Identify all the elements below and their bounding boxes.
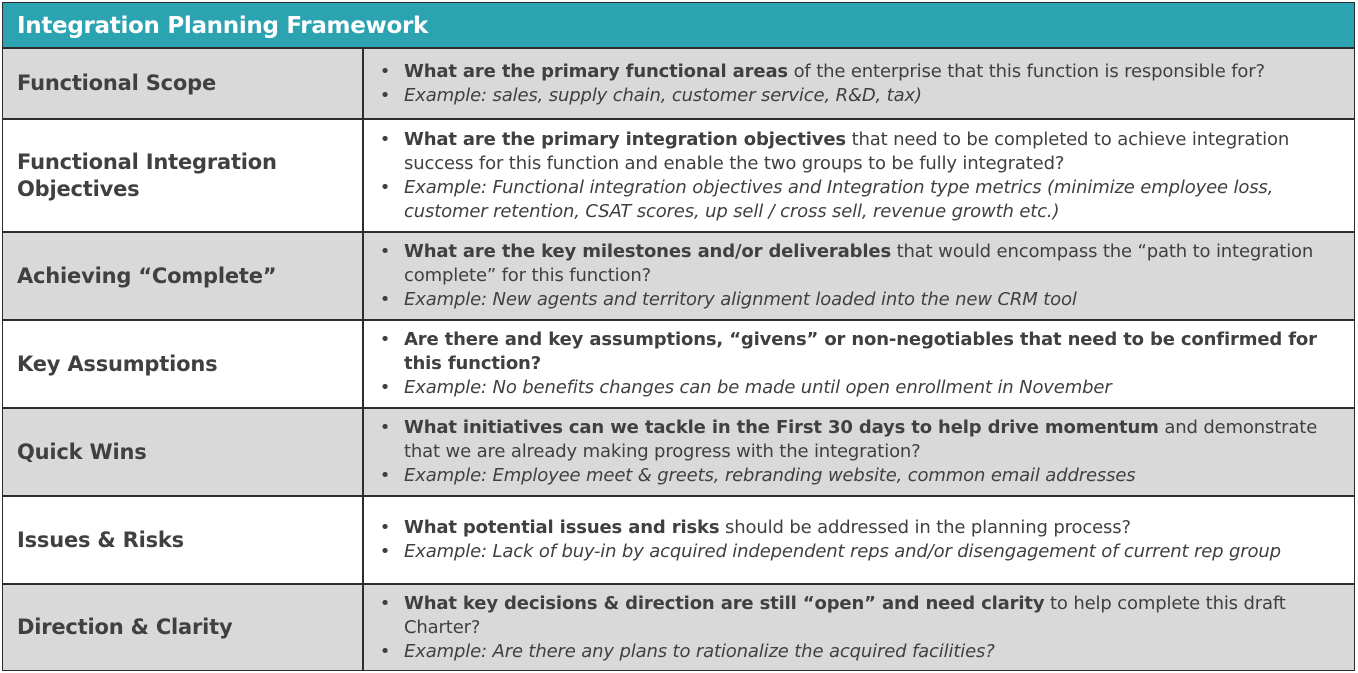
bullet-icon: • bbox=[379, 176, 391, 198]
example-text: Example: No benefits changes can be made until open enrollment in November bbox=[404, 377, 1112, 398]
row-label: Issues & Risks bbox=[3, 496, 363, 584]
example-item bbox=[376, 376, 1344, 400]
table-row bbox=[3, 119, 1354, 232]
bullet-icon: • bbox=[379, 592, 391, 614]
framework-table-frame bbox=[2, 2, 1355, 671]
bullet-icon: • bbox=[379, 289, 391, 310]
example-text: Example: sales, supply chain, customer service, R&D, tax) bbox=[404, 84, 922, 106]
table-title: Integration Planning Framework bbox=[3, 3, 1354, 49]
example-item bbox=[376, 84, 1344, 108]
example-item bbox=[376, 176, 1344, 224]
bullet-icon: • bbox=[379, 60, 391, 82]
question-bold-text: What potential issues and risks bbox=[404, 517, 720, 538]
bullet-list bbox=[376, 60, 1344, 108]
example-item bbox=[376, 464, 1344, 488]
question-item bbox=[376, 516, 1344, 540]
bullet-list bbox=[376, 416, 1344, 488]
example-item bbox=[376, 288, 1344, 312]
row-content bbox=[363, 496, 1354, 584]
row-label: Key Assumptions bbox=[3, 320, 363, 408]
table-row bbox=[3, 496, 1354, 584]
row-label: Achieving “Complete” bbox=[3, 232, 363, 320]
bullet-list bbox=[376, 328, 1344, 400]
question-rest-text: that would encompass the “path to integration complete” for this function? bbox=[404, 241, 1314, 286]
question-item bbox=[376, 328, 1344, 376]
row-content bbox=[363, 119, 1354, 232]
example-text: Example: Lack of buy-in by acquired independent reps and/or disengagement of current rep group bbox=[404, 541, 1281, 562]
bullet-list bbox=[376, 128, 1344, 224]
question-item bbox=[376, 240, 1344, 288]
question-bold-text: What initiatives can we tackle in the First 30 days to help drive momentum bbox=[404, 417, 1159, 438]
question-rest-text: that need to be completed to achieve integration success for this function and enable the two groups to be fully integrated? bbox=[404, 128, 1290, 174]
example-item bbox=[376, 540, 1344, 564]
row-label: Functional Scope bbox=[3, 49, 363, 119]
table-row bbox=[3, 584, 1354, 670]
bullet-icon: • bbox=[379, 377, 391, 398]
framework-table bbox=[3, 49, 1354, 670]
row-label: Direction & Clarity bbox=[3, 584, 363, 670]
question-bold-text: What are the primary integration objectives bbox=[404, 128, 846, 150]
bullet-icon: • bbox=[379, 541, 391, 562]
table-row bbox=[3, 232, 1354, 320]
example-text: Example: New agents and territory alignment loaded into the new CRM tool bbox=[404, 289, 1077, 310]
question-bold-text: What are the key milestones and/or deliverables bbox=[404, 241, 892, 262]
bullet-list bbox=[376, 240, 1344, 312]
bullet-icon: • bbox=[379, 465, 391, 486]
bullet-icon: • bbox=[379, 517, 391, 538]
row-label: Quick Wins bbox=[3, 408, 363, 496]
question-item bbox=[376, 592, 1344, 640]
bullet-icon: • bbox=[379, 84, 391, 106]
bullet-icon: • bbox=[379, 128, 391, 150]
example-item bbox=[376, 640, 1344, 664]
table-row bbox=[3, 320, 1354, 408]
question-item bbox=[376, 128, 1344, 176]
question-item bbox=[376, 416, 1344, 464]
bullet-icon: • bbox=[379, 640, 391, 662]
question-bold-text: What are the primary functional areas bbox=[404, 60, 788, 82]
example-text: Example: Are there any plans to rationalize the acquired facilities? bbox=[404, 640, 995, 662]
question-item bbox=[376, 60, 1344, 84]
row-label: Functional Integration Objectives bbox=[3, 119, 363, 232]
row-content bbox=[363, 584, 1354, 670]
question-bold-text: What key decisions & direction are still “open” and need clarity bbox=[404, 592, 1045, 614]
bullet-icon: • bbox=[379, 329, 391, 350]
row-content bbox=[363, 49, 1354, 119]
question-rest-text: of the enterprise that this function is responsible for? bbox=[788, 60, 1265, 82]
row-content bbox=[363, 232, 1354, 320]
question-rest-text: should be addressed in the planning process? bbox=[719, 517, 1131, 538]
bullet-icon: • bbox=[379, 417, 391, 438]
question-bold-text: Are there and key assumptions, “givens” or non-negotiables that need to be confirmed for this function? bbox=[404, 329, 1317, 374]
table-row bbox=[3, 49, 1354, 119]
question-rest-text: and demonstrate that we are already making progress with the integration? bbox=[404, 417, 1318, 462]
row-content bbox=[363, 408, 1354, 496]
bullet-list bbox=[376, 516, 1344, 564]
row-content bbox=[363, 320, 1354, 408]
bullet-list bbox=[376, 592, 1344, 664]
bullet-icon: • bbox=[379, 241, 391, 262]
example-text: Example: Functional integration objectives and Integration type metrics (minimize employee loss, customer retention, CSAT scores, up sell / cross sell, revenue growth etc.) bbox=[404, 176, 1274, 222]
example-text: Example: Employee meet & greets, rebranding website, common email addresses bbox=[404, 465, 1136, 486]
question-rest-text: to help complete this draft Charter? bbox=[404, 592, 1286, 638]
table-row bbox=[3, 408, 1354, 496]
